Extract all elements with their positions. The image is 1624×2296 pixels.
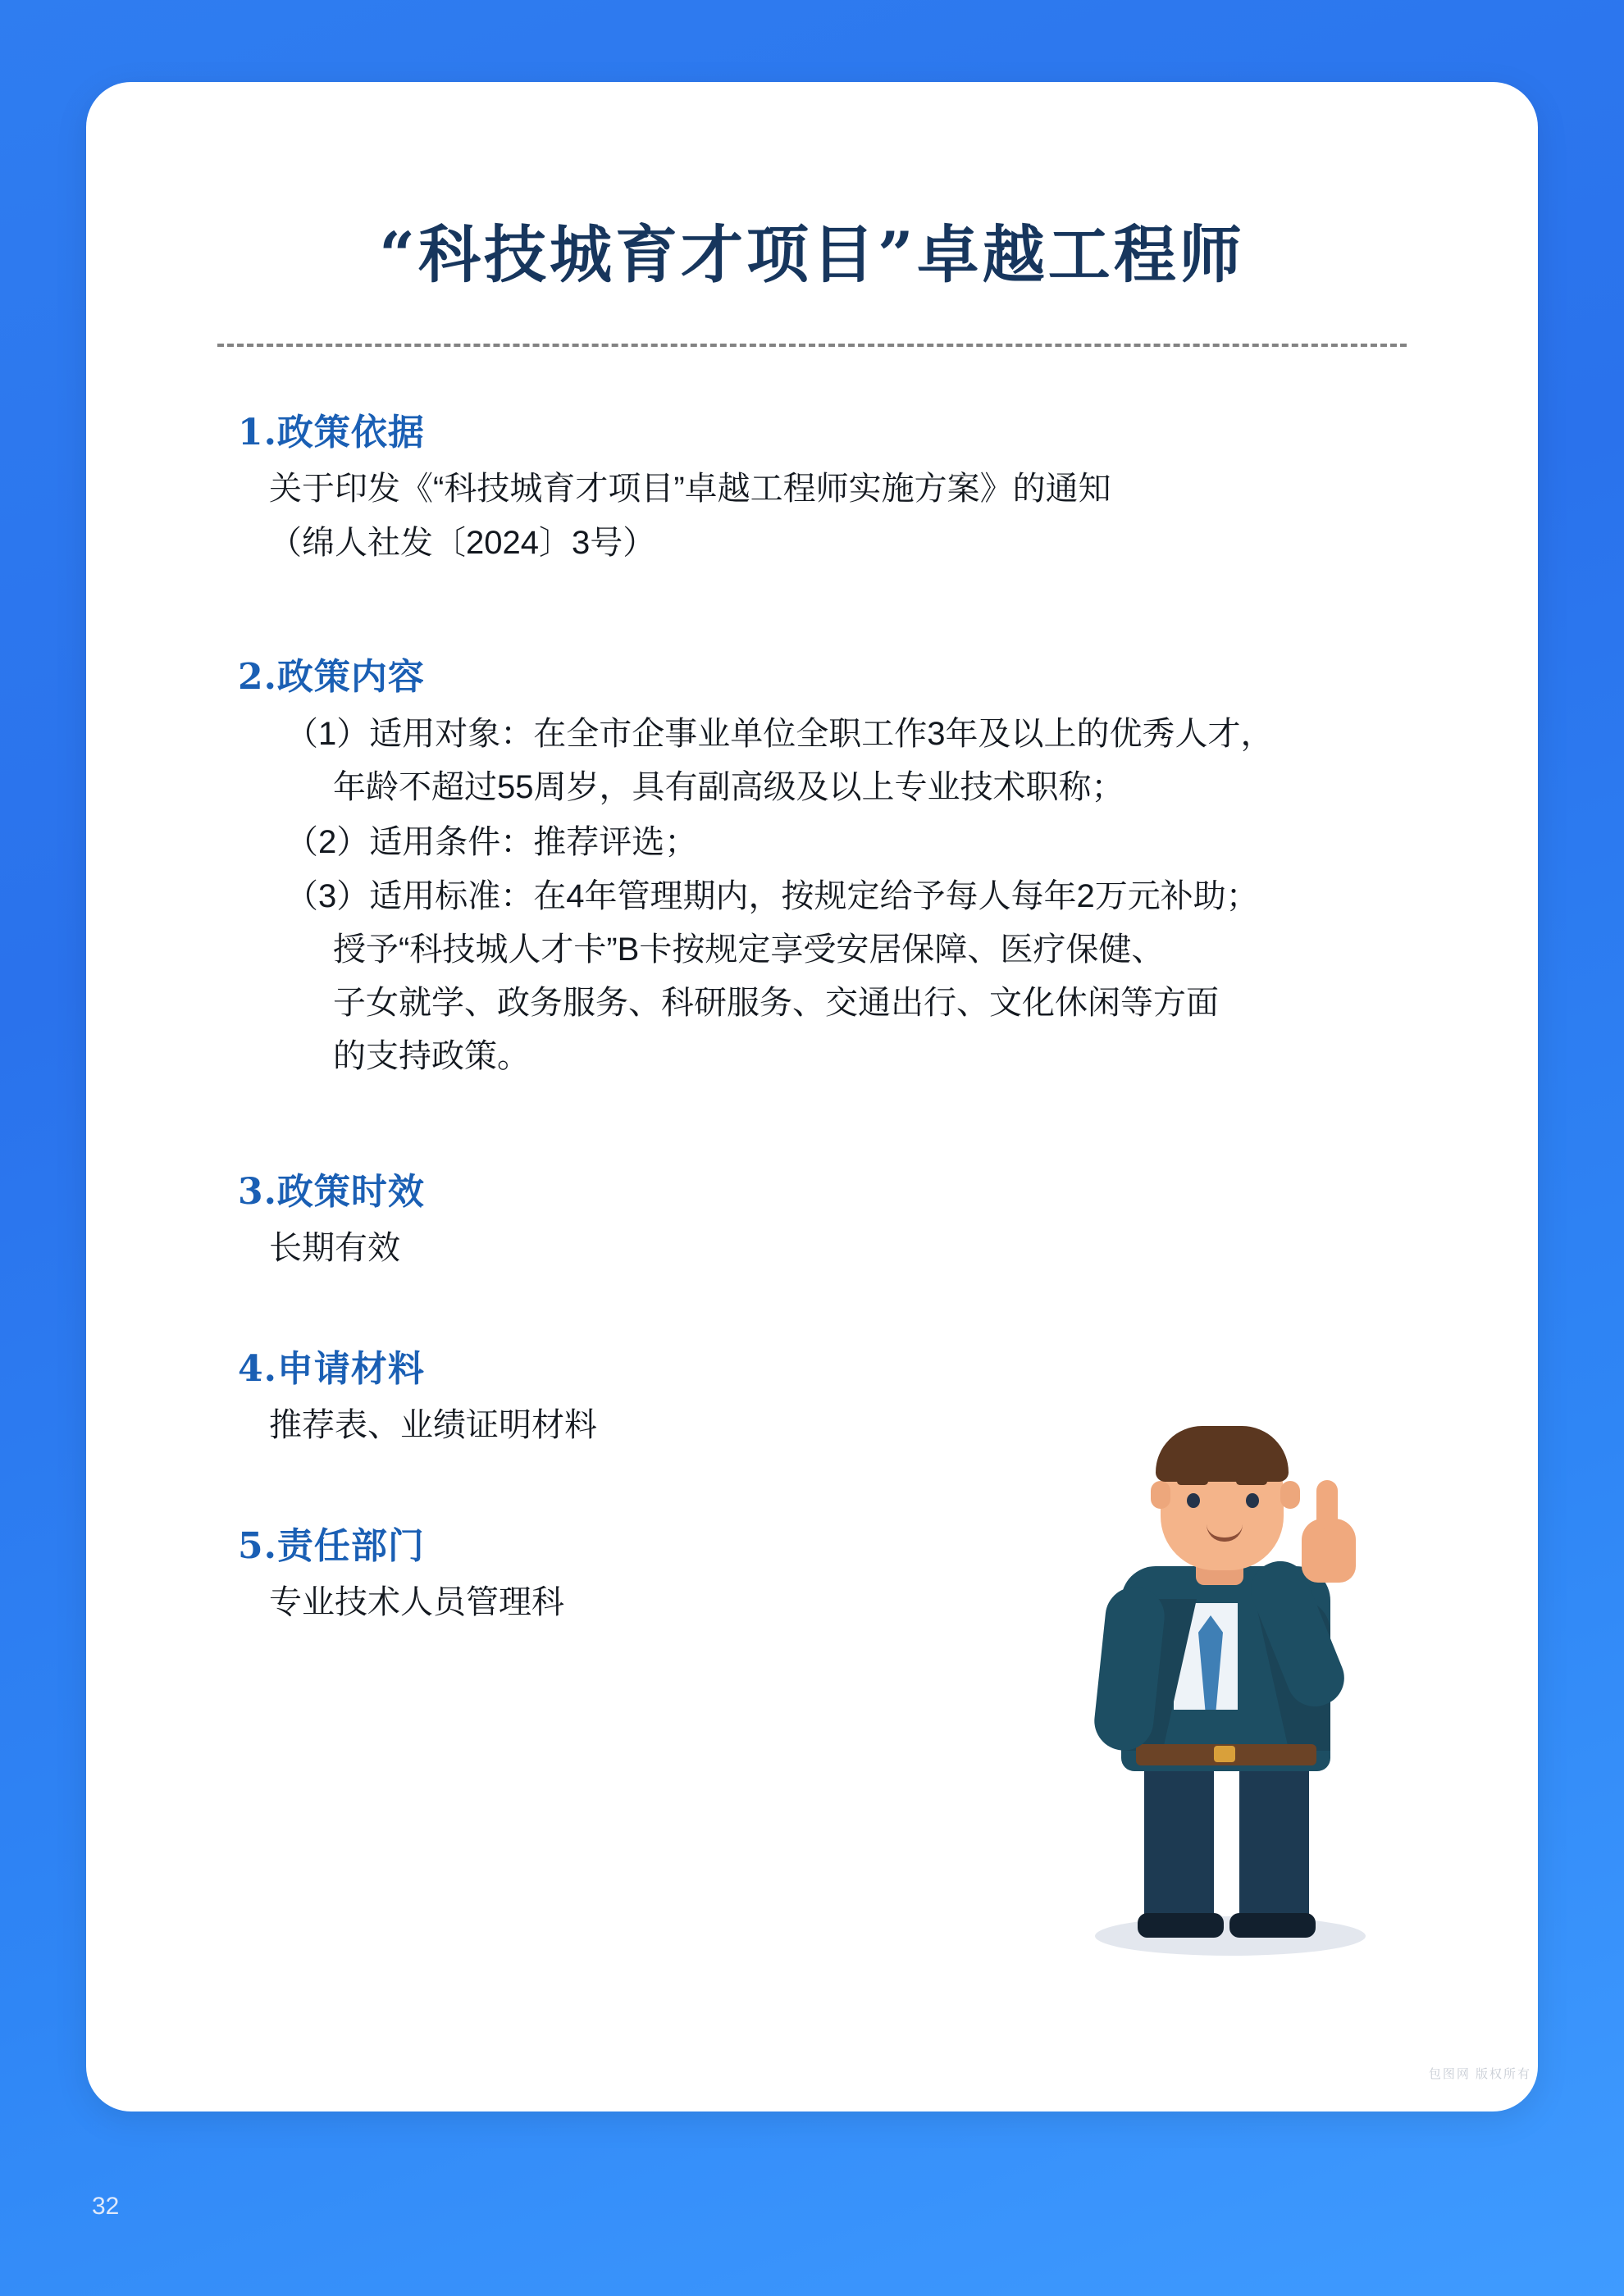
businessman-illustration [1046,1382,1398,1956]
spacer [238,1098,1415,1162]
list-item-sub: 子女就学、政务服务、科研服务、交通出行、文化休闲等方面 [333,984,1219,1021]
list-item [269,870,1415,1082]
section-body [238,1223,1415,1273]
section-heading: 5.责任部门 [238,1524,425,1567]
eye-left [1187,1493,1200,1508]
list-item-main: （1）适用对象：在全市企事业单位全职工作3年及以上的优秀人才， [285,716,1274,752]
pointing-finger [1316,1480,1338,1529]
section-policy-content [238,647,1415,1083]
list-item-sub: 授予“科技城人才卡”B卡按规定享受安居保障、医疗保健、 [333,932,1165,968]
eye-right [1246,1493,1259,1508]
body-line: 专业技术人员管理科 [269,1583,564,1620]
shoe-left [1138,1913,1224,1938]
eyebrow-left [1177,1478,1208,1485]
page-title: “科技城育才项目”卓越工程师 [379,218,1245,291]
list-item-main: （2）适用条件：推荐评选； [285,823,698,860]
belt-buckle [1214,1746,1235,1762]
spacer [238,1288,1415,1339]
body-line: （绵人社发〔2024〕3号） [269,525,656,561]
shoe-right [1229,1913,1316,1938]
list-item-sub: 的支持政策。 [333,1037,530,1074]
title-divider [217,344,1407,347]
list-item-main: （3）适用标准：在4年管理期内，按规定给予每人每年2万元补助； [285,878,1259,915]
body-line: 关于印发《“科技城育才项目”卓越工程师实施方案》的通知 [269,471,1111,507]
document-card [86,82,1538,2112]
section-body [238,708,1415,1083]
ear-right [1280,1481,1300,1509]
list-item [269,816,1415,869]
section-heading: 2.政策内容 [238,656,425,698]
list-item-sub: 年龄不超过55周岁，具有副高级及以上专业技术职称； [333,768,1124,805]
section-policy-validity [238,1162,1415,1273]
section-heading: 4.申请材料 [238,1347,425,1390]
body-line: 推荐表、业绩证明材料 [269,1406,597,1443]
page-number: 32 [92,2193,120,2220]
section-body [238,463,1415,568]
section-policy-basis [238,403,1415,568]
ear-left [1151,1481,1170,1509]
hair [1156,1426,1289,1482]
section-heading: 3.政策时效 [238,1170,425,1213]
eyebrow-right [1236,1478,1267,1485]
watermark-text: 包图网 版权所有 [1428,2067,1531,2081]
list-item [269,708,1415,814]
body-line: 长期有效 [269,1229,400,1266]
section-heading: 1.政策依据 [238,412,425,453]
spacer [238,583,1415,647]
